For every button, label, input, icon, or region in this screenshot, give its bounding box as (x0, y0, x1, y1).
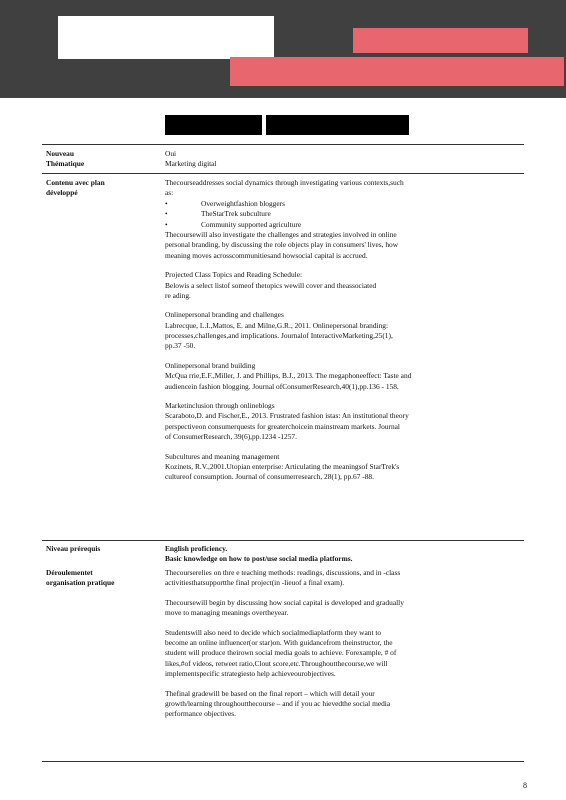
paragraph: Subcultures and meaning management Kozinets, R.V.,2001.Utopian enterprise: Articulating the meaningsof StarTrek's cultureof consumption. Journal of consumerresearch, 28(1), pp.67 -88. (165, 451, 400, 482)
table-bottom-rule (42, 761, 524, 762)
header-banner (0, 0, 566, 98)
logo-placeholder (58, 16, 274, 59)
row-label-prerequis: Niveau prérequis (46, 544, 101, 553)
accent-block-top (353, 28, 528, 53)
row-label-contenu: Contenu avec plan développé (46, 178, 105, 198)
row-label-deroulement: Déroulementet organisation pratique (46, 568, 115, 588)
paragraph: Thecoursewill also investigate the challenges and strategies involved in online personal branding, by discussing the role objects play in consumers' lives, how meaning moves acrosscommunitiesand howsocial capital is accrued. (165, 229, 399, 260)
row-value-deroulement (165, 568, 404, 720)
row-divider (42, 173, 524, 174)
bullet-item: • Overweightfashion bloggers (165, 198, 285, 208)
bullet-item: • Community supported agriculture (165, 219, 302, 229)
title-bar-left (165, 115, 262, 135)
table-top-rule (42, 144, 524, 145)
row-value-nouveau: Oui Marketing digital (165, 149, 217, 169)
paragraph: Thecourserelies on thre e teaching methods: readings, discussions, and in -class activitiesthatsupportthe final project(in -lieuof a final exam). (165, 568, 401, 588)
paragraph: Marketinclusion through onlineblogs Scaraboto,D. and Fischer,E., 2013. Frustrated fashion istas: An institutional theory perspectiveon consumerquests for greaterchoicein mainstream markets. Journal of ConsumerResearch, 39(6),pp.1234 -1257. (165, 401, 409, 442)
row-divider (42, 540, 524, 541)
paragraph: Projected Class Topics and Reading Schedule: Belowis a select listof someof thetopics wewill cover and theassociated re ading. (165, 270, 377, 300)
row-label-nouveau: Nouveau Thématique (46, 149, 85, 169)
paragraph: Onlinepersonal branding and challenges Labrecque, L.I.,Mattos, E. and Milne,G.R., 2011. Onlinepersonal branding: processes,challenges,and implications. Journalof InteractiveMarketing,25(1), pp.37 -50. (165, 310, 393, 351)
bullet-item: • TheStarTrek subculture (165, 209, 271, 219)
paragraph: Thecoursewill begin by discussing how social capital is developed and gradually move to managing meanings overtheyear. (165, 597, 404, 618)
row-value-prerequis: English proficiency. Basic knowledge on how to post/use social media platforms. (165, 544, 353, 564)
paragraph: Onlinepersonal brand building McQua rrie,E.F.,Miller, J. and Phillips, B.J., 2013. The megaphoneeffect: Taste and audiencein fashion blogging. Journal ofConsumerResearch,40(1),pp.136 - 158. (165, 360, 412, 391)
page-number: 8 (523, 781, 527, 790)
title-bar-right (266, 115, 409, 135)
accent-block-bottom (230, 57, 564, 86)
paragraph: Thefinal gradewill be based on the final report – which will detail your growth/learning throughoutthecourse – and if you ac hievedthe social media performance objectives. (165, 688, 391, 719)
paragraph: Studentswill also need to decide which socialmediaplatform they want to become an online influencer(or star)on. With guidancefrom theinstructor, the student will produce theirown social media goals to achieve. Forexample, # of likes,#of videos, retweet ratio,Clout score,etc.Throughoutthecourse,we will implementspecific strategiesto help achieveourobjectives. (165, 627, 397, 679)
row-value-contenu: Thecourseaddresses social dynamics through investigating various contexts,such as: • Overweightfashion bloggers • TheStarTrek subculture • Community supported agriculture Thecoursewill also investigate the challenges and strategies involved in online personal branding, by discussing the role objects play in consumers' lives, how meaning moves acrosscommunitiesand howsocial capital is accrued. Projected Class Topics and Reading Schedule: Belowis a select listof someof thetopics wewill cover and theassociated re ading. Onlinepersonal branding and challenges Labrecque, L.I.,Mattos, E. and Milne,G.R., 2011. Onlinepersonal branding: processes,challenges,and implications. Journalof InteractiveMarketing,25(1), pp.37 -50. Onlinepersonal brand building McQua rrie,E.F.,Miller, J. and Phillips, B.J., 2013. The megaphoneeffect: Taste and audiencein fashion blogging. Journal ofConsumerResearch,40(1),pp.136 - 158. Marketinclusion through onlineblogs Scaraboto,D. and Fischer,E., 2013. Frustrated fashion istas: An institutional theory perspectiveon consumerquests for greaterchoicein mainstream markets. Journal of ConsumerResearch, 39(6),pp.1234 -1257. Subcultures and meaning management Kozinets, R.V.,2001.Utopian enterprise: Articulating the meaningsof StarTrek's cultureof consumption. Journal of consumerresearch, 28(1), pp.67 -88. (165, 178, 412, 482)
